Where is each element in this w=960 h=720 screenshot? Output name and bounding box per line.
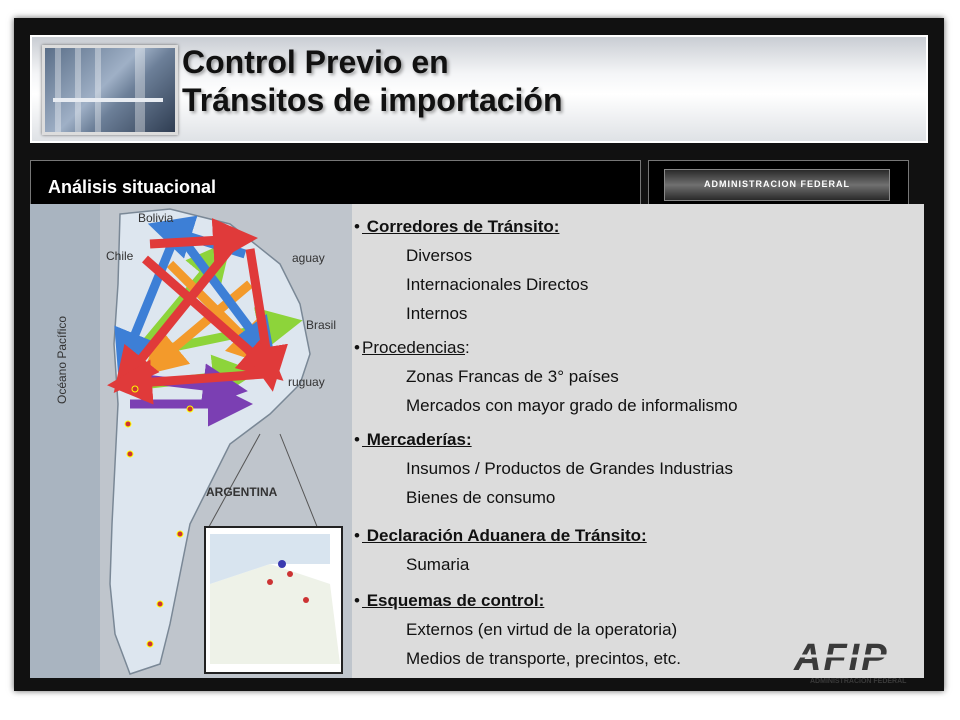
list-item: Externos (en virtud de la operatoria) bbox=[406, 620, 678, 639]
afip-mark: AFIP bbox=[794, 637, 889, 679]
list-item: Zonas Francas de 3° países bbox=[406, 367, 619, 386]
brand-strip bbox=[664, 169, 890, 201]
ocean-area bbox=[30, 204, 100, 678]
section-header bbox=[30, 160, 641, 209]
list-item: Bienes de consumo bbox=[406, 488, 556, 507]
label-uruguay: ruguay bbox=[288, 375, 325, 389]
building-photo-logo bbox=[42, 45, 178, 135]
afip-logo bbox=[788, 634, 928, 689]
list-item: Insumos / Productos de Grandes Industrias bbox=[406, 459, 733, 478]
list-item: Mercados con mayor grado de informalismo bbox=[406, 396, 738, 415]
content-panel bbox=[30, 204, 924, 685]
title-line-1: Control Previo en bbox=[182, 44, 449, 80]
map-svg bbox=[30, 204, 352, 678]
label-bolivia: Bolivia bbox=[138, 211, 174, 225]
label-ocean: Océano Pacífico bbox=[55, 315, 69, 404]
label-argentina: ARGENTINA bbox=[206, 485, 278, 499]
section-label: Análisis situacional bbox=[48, 177, 217, 197]
list-item: Internos bbox=[406, 304, 468, 323]
label-brasil: Brasil bbox=[306, 318, 337, 332]
bullet-esquemas: • Esquemas de control: Externos (en virtud de la operatoria) Medios de transporte, precintos, etc. bbox=[352, 586, 681, 673]
label-chile: Chile bbox=[106, 249, 134, 263]
label-paraguay: aguay bbox=[292, 251, 325, 265]
brand-strip-text: ADMINISTRACION FEDERAL bbox=[704, 179, 850, 189]
title-line-2: Tránsitos de importación bbox=[182, 82, 563, 118]
brand-box bbox=[648, 160, 909, 209]
bullet-declaracion: • Declaración Aduanera de Tránsito: Sumaria bbox=[352, 521, 647, 579]
bullet-procedencias: • Procedencias: Zonas Francas de 3° países Mercados con mayor grado de informalismo bbox=[352, 333, 738, 420]
bullet-mercaderias: • Mercaderías: Insumos / Productos de Grandes Industrias Bienes de consumo bbox=[352, 425, 733, 512]
slide-frame bbox=[14, 18, 944, 691]
argentina-map bbox=[30, 204, 352, 678]
afip-caption: ADMINISTRACION FEDERAL bbox=[810, 678, 907, 685]
bullet-corredores: • Corredores de Tránsito: Diversos Internacionales Directos Internos bbox=[352, 212, 588, 328]
header-band bbox=[30, 35, 928, 143]
list-item: Medios de transporte, precintos, etc. bbox=[406, 649, 681, 668]
bullet-list bbox=[352, 204, 924, 678]
list-item: Internacionales Directos bbox=[406, 275, 589, 294]
page-title bbox=[182, 43, 563, 119]
list-item: Sumaria bbox=[406, 555, 470, 574]
list-item: Diversos bbox=[406, 246, 473, 265]
